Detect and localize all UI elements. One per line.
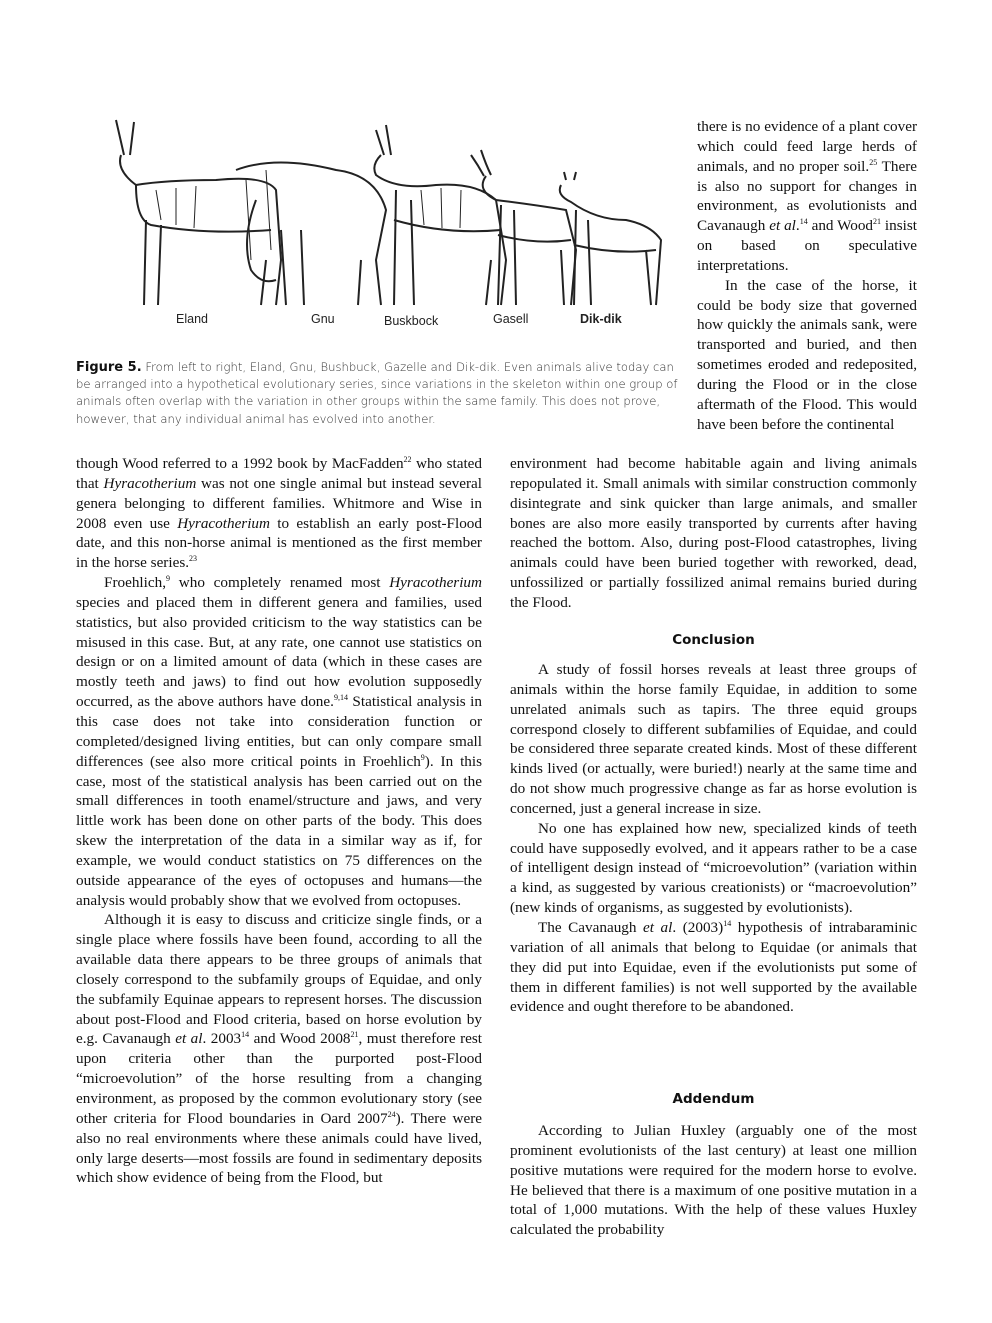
paragraph	[510, 454, 917, 613]
reference-number: 21	[873, 217, 882, 227]
text-run: hypothesis of intrabaraminic variation of all animals that belong to Equidae (or animals that they did put into Equidae, even if the evolutionists put some of them in different families) is not well supported by the available evidence and ought therefore to be abandoned.	[510, 918, 918, 1016]
text-run: There is also no support for changes in environment, as evolutionists and Cavanaugh	[697, 157, 918, 235]
text-run: and Wood	[807, 217, 874, 235]
addendum-heading: Addendum	[672, 1091, 755, 1107]
text-run: et al	[175, 1030, 203, 1048]
text-run: ). There were also no real environments where these animals could have lived, only large deserts—most fossils are found in sedimentary deposits which show evidence of being from the Flood, but	[76, 1109, 483, 1187]
antelope-drawing	[76, 110, 680, 315]
paragraph	[510, 819, 917, 918]
reference-number: 24	[387, 1109, 396, 1119]
text-run: Statistical analysis in this case does not take into consideration function or completed/designed living entities, but can only compare small differences (see also more critical points in Froehlich	[76, 693, 482, 770]
text-run: . 2003	[202, 1030, 242, 1048]
text-run: species and placed them in different genera and families, used statistics, but also provided criticism to the way statistics can be misused in this case. But, at any rate, one cannot use statistics on design or on a limited amount of data (which in these cases are mostly teeth and jaws) to find out how evolution supposedly occurred, as the above authors have done.	[76, 593, 482, 711]
text-run: who stated that	[76, 455, 482, 492]
reference-number: 14	[799, 217, 808, 227]
figure-5-illustration	[76, 110, 680, 315]
paragraph	[76, 910, 482, 1188]
text-run: et al	[643, 918, 673, 936]
paragraph	[510, 918, 917, 1017]
addendum-text	[510, 1121, 917, 1240]
text-run: though Wood referred to a 1992 book by MacFadden	[76, 455, 404, 472]
gazelle-drawing	[471, 150, 576, 305]
text-run: No one has explained how new, specialized kinds of teeth could have supposedly evolved, and it appears rather to be a case of intelligent design instead of “microevolution” (variation within a kind, as suggested by various creationists) or “macroevolution” (new kinds of organisms, as suggested by evolutionists).	[510, 819, 917, 917]
text-run: .	[795, 217, 800, 235]
reference-number: 23	[189, 554, 198, 564]
reference-number: 9,14	[333, 693, 348, 703]
paragraph	[76, 573, 482, 910]
text-run: . (2003)	[672, 918, 724, 936]
right-column-continued-text	[510, 454, 917, 613]
conclusion-text	[510, 660, 917, 1017]
right-column-top-text	[697, 117, 917, 435]
reference-number: 14	[723, 918, 732, 928]
figure-label-dik-dik: Dik-dik	[580, 312, 622, 326]
bushbuck-drawing	[374, 125, 506, 305]
text-run: there is no evidence of a plant cover which could feed large herds of animals, and no proper soil.	[697, 118, 917, 175]
paragraph	[510, 660, 917, 819]
text-run: et al	[769, 217, 796, 235]
text-run: Hyracotherium	[103, 474, 197, 492]
text-run: According to Julian Huxley (arguably one of the most prominent evolutionists of the last century) at least one million positive mutations were required for the modern horse to evolve. He believed that there is a maximum of one positive mutation in a total of 1,000 mutations. With the help of these values Huxley calculated the probability	[510, 1122, 917, 1239]
text-run: Hyracotherium	[177, 514, 270, 532]
reference-number: 9	[166, 574, 171, 584]
figure-label-gasell: Gasell	[493, 312, 529, 326]
text-run: was not one single animal but instead several genera belonging to different families. Whitmore and Wise in 2008 even use	[76, 474, 482, 532]
reference-number: 22	[403, 455, 412, 464]
text-run: Froehlich,	[104, 574, 167, 592]
figure-label-buskbock: Buskbock	[384, 314, 439, 328]
text-run: who completely renamed most	[170, 574, 390, 592]
gnu-drawing	[236, 163, 386, 306]
figure-caption	[76, 359, 682, 428]
paragraph	[76, 454, 482, 573]
paragraph	[697, 117, 917, 276]
left-column-text	[76, 454, 482, 1188]
text-run: Although it is easy to discuss and criticize single finds, or a single place where fossils have been found, according to all the available data there appears to be three groups of animals that closely correspond to the subfamily groups of Equidae, and only the subfamily Equinae appears to represent horses. The discussion about post-Flood and Flood criteria, based on horse evolution by e.g. Cavanaugh	[76, 911, 482, 1048]
caption-text: From left to right, Eland, Gnu, Bushbuck, Gazelle and Dik-dik. Even animals alive today can be arranged into a hypothetical evolutionary series, since variations in the skeleton within one group of animals often overlap with the variation in other groups within the same family. This does not prove, however, that any individual animal has evolved into another.	[76, 360, 678, 426]
text-run: Hyracotherium	[389, 574, 482, 592]
caption-label: Figure 5.	[76, 360, 142, 375]
text-run: In the case of the horse, it could be body size that governed how quickly the animals sank, were transported and buried, and then sometimes eroded and redeposited, during the Flood or in the close aftermath of the Flood. This would have been before the continental	[697, 276, 917, 433]
paragraph	[510, 1121, 917, 1240]
text-run: to establish an early post-Flood date, and this non-horse animal is mentioned as the first member in the horse series.	[76, 514, 482, 572]
figure-label-gnu: Gnu	[311, 312, 335, 326]
text-run: ). In this case, most of the statistical analysis has been carried out on the small differences in tooth enamel/structure and jaws, and very little work has been done on other parts of the body. This does skew the interpretation of the data in a similar way as if, for example, we would conduct statistics on 75 differences on the outside appearance of the eyes of octopuses and humans—the analysis would probably show that we evolved from octopuses.	[76, 752, 483, 909]
text-run: insist on based on speculative interpretations.	[697, 217, 917, 274]
text-run: The Cavanaugh	[538, 918, 644, 936]
text-run: environment had become habitable again and living animals repopulated it. Small animals with similar construction commonly disintegrate and sink quicker than large animals, and smaller bones are also more easily transported by currents after having reached the bottom. Also, during post-Flood catastrophes, living animals could have been buried together with reworked, dead, unfossilized or partially fossilized animal remains buried during the Flood.	[510, 455, 917, 611]
dik-dik-drawing	[560, 172, 661, 305]
reference-number: 25	[869, 157, 878, 167]
figure-label-eland: Eland	[176, 312, 208, 326]
reference-number: 9	[420, 752, 425, 762]
conclusion-heading: Conclusion	[672, 632, 755, 648]
text-run: A study of fossil horses reveals at least three groups of animals within the horse family Equidae, in addition to some unrelated animals such as tapirs. The three equid groups correspond closely to different subfamilies of Equidae, and could be considered three separate created kinds. Most of these different kinds lived (or actually, were buried!) nearly at the same time and do not show much progressive change as far as horse evolution is concerned, just a general increase in size.	[510, 661, 917, 817]
reference-number: 14	[241, 1030, 250, 1040]
text-run: and Wood 2008	[249, 1030, 351, 1048]
paragraph	[697, 276, 917, 435]
text-run: , must therefore rest upon criteria other than the purported post-Flood “microevolution” of the horse resulting from a changing environment, as proposed by the common evolutionary story (see other criteria for Flood boundaries in Oard 2007	[76, 1030, 483, 1127]
reference-number: 21	[350, 1030, 359, 1040]
